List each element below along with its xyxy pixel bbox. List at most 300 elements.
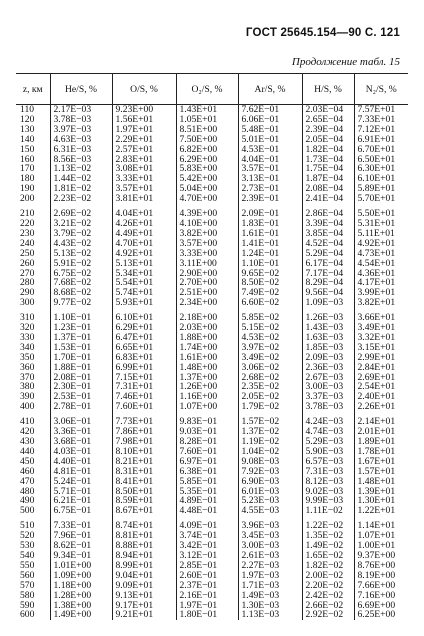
n2-cell: 5.70E+01 xyxy=(354,194,408,204)
table-row xyxy=(16,259,408,269)
o-cell: 6.47E+01 xyxy=(112,333,176,343)
he-cell: 1.44E−02 xyxy=(50,174,112,184)
altitude-cell: 580 xyxy=(20,590,35,601)
o-cell: 5.54E+01 xyxy=(112,278,176,288)
n2-cell: 3.66E+01 xyxy=(354,313,408,323)
he-cell: 1.28E+00 xyxy=(50,591,112,601)
n2-cell: 3.99E+01 xyxy=(354,288,408,298)
o-cell: 4.26E+01 xyxy=(112,219,176,229)
o2-cell: 1.43E+01 xyxy=(176,105,238,115)
h-cell: 2.05E−04 xyxy=(302,135,354,145)
ar-cell: 3.96E−03 xyxy=(238,521,302,531)
altitude-cell: 160 xyxy=(20,154,35,165)
altitude-cell: 200 xyxy=(20,194,35,205)
he-cell: 7.68E−02 xyxy=(50,278,112,288)
he-cell: 1.37E−01 xyxy=(50,333,112,343)
he-cell: 2.30E−01 xyxy=(50,382,112,392)
ar-cell: 1.61E−01 xyxy=(238,229,302,239)
o2-cell: 2.60E−01 xyxy=(176,571,238,581)
table-row xyxy=(16,155,408,165)
he-cell: 9.77E−02 xyxy=(50,298,112,308)
table-row xyxy=(16,437,408,447)
ar-cell: 5.15E−02 xyxy=(238,323,302,333)
o-cell: 7.60E+01 xyxy=(112,402,176,412)
altitude-cell: 370 xyxy=(20,372,35,383)
n2-cell: 1.57E+01 xyxy=(354,467,408,477)
altitude-cell: 180 xyxy=(20,174,35,185)
n2-cell: 9.37E+00 xyxy=(354,551,408,561)
he-cell: 1.13E−02 xyxy=(50,164,112,174)
ar-cell: 7.92E−03 xyxy=(238,467,302,477)
ar-cell: 5.48E−01 xyxy=(238,125,302,135)
o-cell: 7.46E+01 xyxy=(112,392,176,402)
altitude-cell: 550 xyxy=(20,560,35,571)
h-cell: 1.11E−02 xyxy=(302,506,354,516)
o2-cell: 1.97E−01 xyxy=(176,601,238,611)
table-row xyxy=(16,323,408,333)
table-row xyxy=(16,363,408,373)
he-cell: 1.09E+00 xyxy=(50,571,112,581)
altitude-cell: 560 xyxy=(20,570,35,581)
n2-cell: 2.40E+01 xyxy=(354,392,408,402)
h-cell: 2.08E−04 xyxy=(302,184,354,194)
altitude-cell: 320 xyxy=(20,323,35,333)
o-cell: 2.83E+01 xyxy=(112,155,176,165)
n2-cell: 1.78E+01 xyxy=(354,447,408,457)
altitude-cell: 140 xyxy=(20,134,35,145)
h-cell: 2.41E−04 xyxy=(302,194,354,204)
o-cell: 7.73E+01 xyxy=(112,417,176,427)
o-cell: 6.65E+01 xyxy=(112,343,176,353)
h-cell: 2.66E−02 xyxy=(302,601,354,611)
altitude-cell: 330 xyxy=(20,332,35,343)
ar-cell: 7.62E−01 xyxy=(238,105,302,115)
ar-cell: 1.71E−03 xyxy=(238,581,302,591)
n2-cell: 6.50E+01 xyxy=(354,155,408,165)
o2-cell: 5.04E+00 xyxy=(176,184,238,194)
table-row xyxy=(16,427,408,437)
h-cell: 1.75E−04 xyxy=(302,164,354,174)
table-row xyxy=(16,353,408,363)
h-cell: 5.90E−03 xyxy=(302,447,354,457)
table-row xyxy=(16,313,408,323)
o-cell: 5.74E+01 xyxy=(112,288,176,298)
ar-cell: 4.04E−01 xyxy=(238,155,302,165)
h-cell: 7.17E−04 xyxy=(302,269,354,279)
o2-cell: 2.70E+00 xyxy=(176,278,238,288)
h-cell: 2.00E−02 xyxy=(302,571,354,581)
altitude-cell: 360 xyxy=(20,362,35,373)
altitude-cell: 380 xyxy=(20,382,35,393)
table-row xyxy=(16,610,408,620)
h-cell: 7.31E−03 xyxy=(302,467,354,477)
o2-cell: 5.85E−01 xyxy=(176,477,238,487)
table-row xyxy=(16,239,408,249)
h-cell: 3.37E−03 xyxy=(302,392,354,402)
column-header-n2: N₂/S, % xyxy=(354,74,408,105)
ar-cell: 1.83E−01 xyxy=(238,219,302,229)
he-cell: 6.75E−01 xyxy=(50,506,112,516)
ar-cell: 3.00E−03 xyxy=(238,541,302,551)
ar-cell: 3.57E−01 xyxy=(238,164,302,174)
o2-cell: 5.42E+00 xyxy=(176,174,238,184)
o-cell: 8.31E+01 xyxy=(112,467,176,477)
altitude-cell: 210 xyxy=(20,209,35,219)
table-row xyxy=(16,184,408,194)
h-cell: 1.85E−03 xyxy=(302,343,354,353)
column-header-altitude: z, км xyxy=(16,74,50,105)
he-cell: 2.08E−01 xyxy=(50,373,112,383)
h-cell: 5.29E−03 xyxy=(302,437,354,447)
o-cell: 7.31E+01 xyxy=(112,382,176,392)
he-cell: 1.70E−01 xyxy=(50,353,112,363)
table-row xyxy=(16,229,408,239)
o-cell: 8.74E+01 xyxy=(112,521,176,531)
n2-cell: 5.31E+01 xyxy=(354,219,408,229)
o-cell: 8.88E+01 xyxy=(112,541,176,551)
n2-cell: 7.12E+01 xyxy=(354,125,408,135)
ar-cell: 5.01E−01 xyxy=(238,135,302,145)
ar-cell: 4.53E−01 xyxy=(238,145,302,155)
he-cell: 1.88E−01 xyxy=(50,363,112,373)
o-cell: 8.81E+01 xyxy=(112,531,176,541)
he-cell: 8.68E−02 xyxy=(50,288,112,298)
ar-cell: 1.79E−02 xyxy=(238,402,302,412)
ar-cell: 1.30E−03 xyxy=(238,601,302,611)
table-continuation-caption: Продолжение табл. 15 xyxy=(291,56,400,68)
o2-cell: 3.42E−01 xyxy=(176,541,238,551)
h-cell: 2.42E−02 xyxy=(302,591,354,601)
ar-cell: 1.19E−02 xyxy=(238,437,302,447)
he-cell: 7.33E−01 xyxy=(50,521,112,531)
n2-cell: 4.17E+01 xyxy=(354,278,408,288)
h-cell: 1.87E−04 xyxy=(302,174,354,184)
o2-cell: 6.82E+00 xyxy=(176,145,238,155)
h-cell: 1.49E−02 xyxy=(302,541,354,551)
h-cell: 3.39E−04 xyxy=(302,219,354,229)
n2-cell: 6.10E+01 xyxy=(354,174,408,184)
altitude-cell: 280 xyxy=(20,278,35,289)
he-cell: 5.91E−02 xyxy=(50,259,112,269)
altitude-cell: 300 xyxy=(20,298,35,309)
o-cell: 8.10E+01 xyxy=(112,447,176,457)
ar-cell: 6.01E−03 xyxy=(238,487,302,497)
o-cell: 5.34E+01 xyxy=(112,269,176,279)
o2-cell: 3.57E+00 xyxy=(176,239,238,249)
o2-cell: 9.83E−01 xyxy=(176,417,238,427)
ar-cell: 2.39E−01 xyxy=(238,194,302,204)
o2-cell: 2.37E−01 xyxy=(176,581,238,591)
o-cell: 6.99E+01 xyxy=(112,363,176,373)
n2-cell: 3.82E+01 xyxy=(354,298,408,308)
table-row xyxy=(16,219,408,229)
ar-cell: 8.50E−02 xyxy=(238,278,302,288)
he-cell: 3.36E−01 xyxy=(50,427,112,437)
o-cell: 5.13E+01 xyxy=(112,259,176,269)
h-cell: 2.92E−02 xyxy=(302,610,354,620)
he-cell: 6.31E−03 xyxy=(50,145,112,155)
h-cell: 1.65E−02 xyxy=(302,551,354,561)
o-cell: 8.50E+01 xyxy=(112,487,176,497)
o-cell: 6.83E+01 xyxy=(112,353,176,363)
h-cell: 6.17E−04 xyxy=(302,259,354,269)
altitude-cell: 270 xyxy=(20,268,35,279)
he-cell: 7.96E−01 xyxy=(50,531,112,541)
n2-cell: 2.54E+01 xyxy=(354,382,408,392)
ar-cell: 3.06E−02 xyxy=(238,363,302,373)
n2-cell: 4.54E+01 xyxy=(354,259,408,269)
o-cell: 8.94E+01 xyxy=(112,551,176,561)
ar-cell: 2.68E−02 xyxy=(238,373,302,383)
altitude-cell: 440 xyxy=(20,446,35,457)
he-cell: 8.56E−03 xyxy=(50,155,112,165)
gas-composition-table xyxy=(16,73,408,620)
o-cell: 6.10E+01 xyxy=(112,313,176,323)
he-cell: 1.81E−02 xyxy=(50,184,112,194)
table-row xyxy=(16,571,408,581)
n2-cell: 1.30E+01 xyxy=(354,496,408,506)
o-cell: 3.81E+01 xyxy=(112,194,176,204)
n2-cell: 6.30E+01 xyxy=(354,164,408,174)
altitude-cell: 130 xyxy=(20,124,35,135)
n2-cell: 4.92E+01 xyxy=(354,239,408,249)
n2-cell: 7.66E+00 xyxy=(354,581,408,591)
he-cell: 3.06E−01 xyxy=(50,417,112,427)
o-cell: 8.99E+01 xyxy=(112,561,176,571)
he-cell: 4.43E−02 xyxy=(50,239,112,249)
h-cell: 2.86E−04 xyxy=(302,209,354,219)
table-row xyxy=(16,591,408,601)
h-cell: 8.29E−04 xyxy=(302,278,354,288)
table-row xyxy=(16,209,408,219)
o2-cell: 1.74E+00 xyxy=(176,343,238,353)
he-cell: 8.62E−01 xyxy=(50,541,112,551)
h-cell: 9.99E−03 xyxy=(302,496,354,506)
o2-cell: 4.09E−01 xyxy=(176,521,238,531)
o2-cell: 1.05E+01 xyxy=(176,115,238,125)
table-row xyxy=(16,174,408,184)
o-cell: 4.70E+01 xyxy=(112,239,176,249)
he-cell: 5.24E−01 xyxy=(50,477,112,487)
table-row xyxy=(16,373,408,383)
he-cell: 2.23E−02 xyxy=(50,194,112,204)
o-cell: 9.13E+01 xyxy=(112,591,176,601)
column-header-o: O/S, % xyxy=(112,74,176,105)
altitude-cell: 340 xyxy=(20,342,35,353)
o-cell: 2.57E+01 xyxy=(112,145,176,155)
o2-cell: 2.90E+00 xyxy=(176,269,238,279)
ar-cell: 2.35E−02 xyxy=(238,382,302,392)
h-cell: 2.65E−04 xyxy=(302,115,354,125)
h-cell: 9.56E−04 xyxy=(302,288,354,298)
n2-cell: 5.11E+01 xyxy=(354,229,408,239)
n2-cell: 2.26E+01 xyxy=(354,402,408,412)
n2-cell: 1.48E+01 xyxy=(354,477,408,487)
o2-cell: 4.89E−01 xyxy=(176,496,238,506)
h-cell: 1.82E−04 xyxy=(302,145,354,155)
n2-cell: 3.49E+01 xyxy=(354,323,408,333)
o-cell: 1.97E+01 xyxy=(112,125,176,135)
ar-cell: 1.04E−02 xyxy=(238,447,302,457)
ar-cell: 6.06E−01 xyxy=(238,115,302,125)
o2-cell: 5.83E+00 xyxy=(176,164,238,174)
he-cell: 4.63E−03 xyxy=(50,135,112,145)
n2-cell: 3.15E+01 xyxy=(354,343,408,353)
table-row xyxy=(16,278,408,288)
o2-cell: 4.39E+00 xyxy=(176,209,238,219)
he-cell: 5.71E−01 xyxy=(50,487,112,497)
o2-cell: 2.18E+00 xyxy=(176,313,238,323)
o2-cell: 2.85E−01 xyxy=(176,561,238,571)
o2-cell: 2.03E+00 xyxy=(176,323,238,333)
o-cell: 4.04E+01 xyxy=(112,209,176,219)
altitude-cell: 540 xyxy=(20,550,35,561)
o-cell: 3.08E+01 xyxy=(112,164,176,174)
n2-cell: 4.73E+01 xyxy=(354,249,408,259)
o2-cell: 1.88E+00 xyxy=(176,333,238,343)
altitude-cell: 110 xyxy=(20,104,35,115)
altitude-cell: 460 xyxy=(20,466,35,477)
ar-cell: 4.53E−02 xyxy=(238,333,302,343)
table-row xyxy=(16,194,408,204)
he-cell: 1.38E+00 xyxy=(50,601,112,611)
altitude-cell: 600 xyxy=(20,610,35,621)
altitude-cell: 410 xyxy=(20,417,35,428)
o-cell: 1.56E+01 xyxy=(112,115,176,125)
h-cell: 2.09E−03 xyxy=(302,353,354,363)
table-row xyxy=(16,382,408,392)
ar-cell: 5.23E−03 xyxy=(238,496,302,506)
o2-cell: 3.33E+00 xyxy=(176,249,238,259)
altitude-cell: 240 xyxy=(20,238,35,249)
he-cell: 4.03E−01 xyxy=(50,447,112,457)
table-row xyxy=(16,249,408,259)
ar-cell: 2.05E−02 xyxy=(238,392,302,402)
altitude-cell: 480 xyxy=(20,486,35,497)
table-row xyxy=(16,551,408,561)
o-cell: 9.21E+01 xyxy=(112,610,176,620)
table-row xyxy=(16,164,408,174)
ar-cell: 1.97E−03 xyxy=(238,571,302,581)
h-cell: 6.57E−03 xyxy=(302,457,354,467)
he-cell: 5.13E−02 xyxy=(50,249,112,259)
ar-cell: 1.57E−02 xyxy=(238,417,302,427)
he-cell: 9.34E−01 xyxy=(50,551,112,561)
o2-cell: 3.74E−01 xyxy=(176,531,238,541)
ar-cell: 1.13E−03 xyxy=(238,610,302,620)
o2-cell: 1.37E+00 xyxy=(176,373,238,383)
he-cell: 1.23E−01 xyxy=(50,323,112,333)
h-cell: 2.20E−02 xyxy=(302,581,354,591)
n2-cell: 7.16E+00 xyxy=(354,591,408,601)
h-cell: 2.67E−03 xyxy=(302,373,354,383)
altitude-cell: 220 xyxy=(20,218,35,229)
o-cell: 4.92E+01 xyxy=(112,249,176,259)
o-cell: 3.57E+01 xyxy=(112,184,176,194)
h-cell: 1.35E−02 xyxy=(302,531,354,541)
altitude-cell: 350 xyxy=(20,352,35,363)
he-cell: 3.68E−01 xyxy=(50,437,112,447)
ar-cell: 1.41E−01 xyxy=(238,239,302,249)
o-cell: 4.49E+01 xyxy=(112,229,176,239)
table-row xyxy=(16,135,408,145)
o2-cell: 4.70E+00 xyxy=(176,194,238,204)
altitude-cell: 520 xyxy=(20,531,35,542)
o2-cell: 1.80E−01 xyxy=(176,610,238,620)
altitude-cell: 420 xyxy=(20,427,35,437)
ar-cell: 9.08E−03 xyxy=(238,457,302,467)
table-row xyxy=(16,496,408,506)
he-cell: 1.01E+00 xyxy=(50,561,112,571)
ar-cell: 1.49E−03 xyxy=(238,591,302,601)
ar-cell: 3.45E−03 xyxy=(238,531,302,541)
h-cell: 3.00E−03 xyxy=(302,382,354,392)
n2-cell: 1.07E+01 xyxy=(354,531,408,541)
n2-cell: 6.25E+00 xyxy=(354,610,408,620)
o2-cell: 3.82E+00 xyxy=(176,229,238,239)
n2-cell: 2.84E+01 xyxy=(354,363,408,373)
o-cell: 5.93E+01 xyxy=(112,298,176,308)
n2-cell: 2.01E+01 xyxy=(354,427,408,437)
h-cell: 4.24E−03 xyxy=(302,417,354,427)
h-cell: 4.74E−03 xyxy=(302,427,354,437)
table-row xyxy=(16,269,408,279)
he-cell: 3.97E−03 xyxy=(50,125,112,135)
o-cell: 8.67E+01 xyxy=(112,506,176,516)
altitude-cell: 450 xyxy=(20,456,35,467)
o2-cell: 9.03E−01 xyxy=(176,427,238,437)
table-row xyxy=(16,145,408,155)
he-cell: 6.21E−01 xyxy=(50,496,112,506)
column-header-h: H/S, % xyxy=(302,74,354,105)
altitude-cell: 570 xyxy=(20,580,35,591)
h-cell: 2.36E−03 xyxy=(302,363,354,373)
h-cell: 1.73E−04 xyxy=(302,155,354,165)
o-cell: 9.17E+01 xyxy=(112,601,176,611)
altitude-cell: 590 xyxy=(20,600,35,611)
ar-cell: 3.97E−02 xyxy=(238,343,302,353)
table-row xyxy=(16,105,408,115)
n2-cell: 8.76E+00 xyxy=(354,561,408,571)
h-cell: 4.52E−04 xyxy=(302,239,354,249)
ar-cell: 2.73E−01 xyxy=(238,184,302,194)
n2-cell: 1.67E+01 xyxy=(354,457,408,467)
o2-cell: 8.28E−01 xyxy=(176,437,238,447)
n2-cell: 2.69E+01 xyxy=(354,373,408,383)
h-cell: 1.82E−02 xyxy=(302,561,354,571)
h-cell: 1.09E−03 xyxy=(302,298,354,308)
altitude-cell: 430 xyxy=(20,437,35,447)
h-cell: 8.12E−03 xyxy=(302,477,354,487)
o2-cell: 8.51E+00 xyxy=(176,125,238,135)
n2-cell: 6.70E+01 xyxy=(354,145,408,155)
table-row xyxy=(16,125,408,135)
ar-cell: 2.27E−03 xyxy=(238,561,302,571)
n2-cell: 4.36E+01 xyxy=(354,269,408,279)
ar-cell: 1.24E−01 xyxy=(238,249,302,259)
altitude-cell: 250 xyxy=(20,248,35,259)
n2-cell: 2.99E+01 xyxy=(354,353,408,363)
he-cell: 4.81E−01 xyxy=(50,467,112,477)
he-cell: 2.17E−03 xyxy=(50,105,112,115)
o2-cell: 1.61E+00 xyxy=(176,353,238,363)
altitude-cell: 510 xyxy=(20,521,35,532)
he-cell: 3.79E−02 xyxy=(50,229,112,239)
n2-cell: 1.89E+01 xyxy=(354,437,408,447)
altitude-cell: 500 xyxy=(20,506,35,517)
n2-cell: 1.14E+01 xyxy=(354,521,408,531)
table-row xyxy=(16,487,408,497)
